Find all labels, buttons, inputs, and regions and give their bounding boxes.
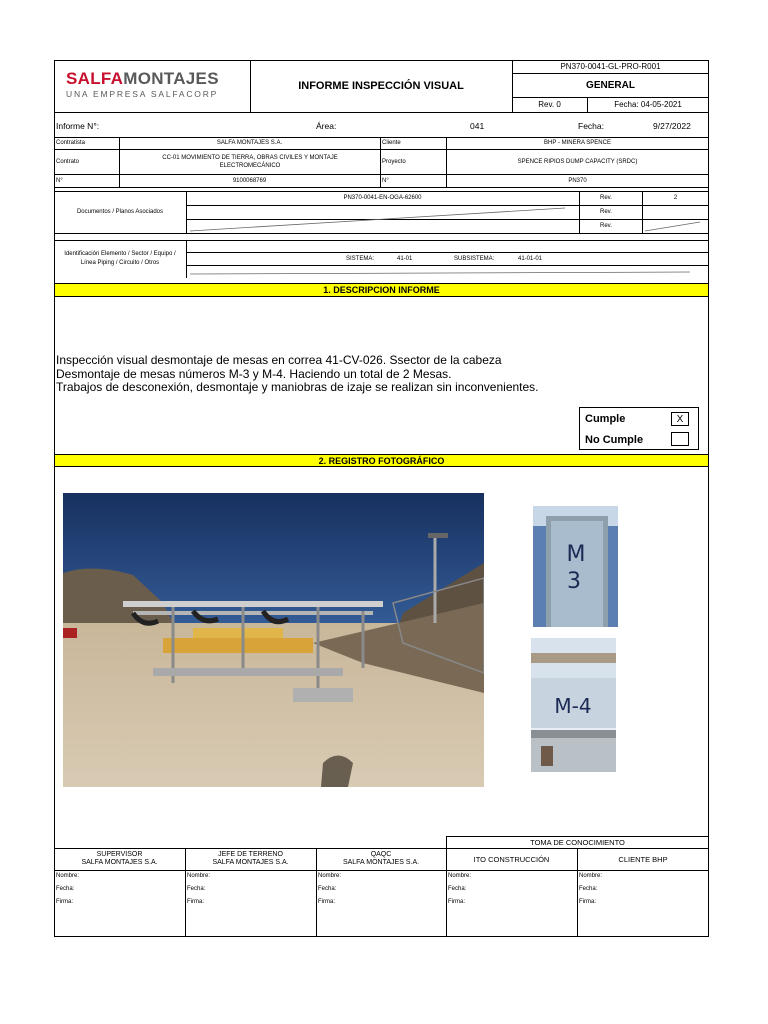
cliente-value: BHP - MINERA SPENCE	[544, 140, 611, 146]
sig4-firma: Firma:	[448, 899, 465, 905]
main-site-photo	[63, 493, 484, 787]
sig-col1-company: SALFA MONTAJES S.A.	[81, 859, 158, 866]
sig5-fecha: Fecha:	[579, 886, 598, 892]
description-line-3: Trabajos de desconexión, desmontaje y maniobras de izaje se realizan sin inconvenientes.	[56, 380, 539, 394]
sig-col3-company: SALFA MONTAJES S.A.	[342, 859, 420, 866]
sistema-value: 41-01	[397, 255, 413, 262]
sig3-fecha: Fecha:	[318, 886, 337, 892]
cumple-label: Cumple	[585, 413, 626, 425]
doc2-rev-label: Rev.	[600, 209, 612, 215]
sig-col5-header: CLIENTE BHP	[618, 854, 668, 864]
doc-category: GENERAL	[586, 79, 635, 91]
num-label: N°	[56, 177, 63, 184]
fecha-label: Fecha:	[578, 121, 604, 131]
sig1-nombre: Nombre:	[56, 873, 80, 879]
no-cumple-checkbox[interactable]	[671, 432, 689, 446]
logo-brand-b: MONTAJES	[123, 69, 219, 88]
doc-date: Fecha: 04-05-2021	[614, 100, 682, 109]
sig3-nombre: Nombre:	[318, 873, 342, 879]
doc-rev: Rev. 0	[538, 100, 561, 109]
logo-tagline: UNA EMPRESA SALFACORP	[66, 89, 219, 99]
sig2-fecha: Fecha:	[187, 886, 206, 892]
tag-m4-text: M-4	[554, 694, 592, 718]
tag-m3-text: M	[566, 542, 586, 567]
contratista-value: SALFA MONTAJES S.A.	[216, 140, 283, 146]
description-text	[56, 354, 696, 395]
sig5-firma: Firma:	[579, 899, 596, 905]
cliente-label: Cliente	[382, 140, 401, 146]
num-value: 9100068769	[232, 177, 267, 184]
photo-table-m3	[533, 506, 618, 627]
subsistema-label: SUBSISTEMA:	[454, 255, 495, 262]
area-value: 041	[470, 121, 485, 131]
sig-col2-role: JEFE DE TERRENO	[218, 851, 283, 858]
description-line-1: Inspección visual desmontaje de mesas en correa 41-CV-026. Ssector de la cabeza	[56, 353, 502, 367]
doc3-rev-label: Rev.	[600, 223, 612, 229]
sig-col4-header: ITO CONSTRUCCIÓN	[473, 854, 550, 864]
ident-label: Identificación Elemento / Sector / Equipo / Línea Piping / Circuito / Otros	[64, 251, 176, 266]
sig-col1-role: SUPERVISOR	[96, 851, 143, 858]
contrato-value: CC-01 MOVIMIENTO DE TIERRA, OBRAS CIVILES Y MONTAJE ELECTROMECÁNICO	[162, 154, 338, 169]
sig3-firma: Firma:	[318, 899, 335, 905]
contratista-label: Contratista	[56, 140, 86, 146]
photo-table-m4	[531, 638, 616, 772]
sig5-nombre: Nombre:	[579, 873, 603, 879]
proyecto-value: SPENCE RIPIOS DUMP CAPACITY (SRDC)	[517, 158, 638, 165]
cumple-checkbox[interactable]: X	[671, 412, 689, 426]
sig4-nombre: Nombre:	[448, 873, 472, 879]
sig2-firma: Firma:	[187, 899, 204, 905]
tag-m3-number: 3	[567, 569, 581, 594]
logo-brand-a: SALFA	[66, 69, 124, 88]
section1-title: 1. DESCRIPCION INFORME	[55, 284, 708, 297]
sig4-fecha: Fecha:	[448, 886, 467, 892]
sistema-label: SISTEMA:	[346, 255, 375, 262]
doc1-code: PN370-0041-EN-OGA-62600	[343, 195, 422, 201]
section2-title: 2. REGISTRO FOTOGRÁFICO	[55, 455, 708, 467]
doc-code: PN370-0041-GL-PRO-R001	[560, 62, 661, 71]
sig-col1-header	[54, 851, 185, 867]
description-line-2: Desmontaje de mesas números M-3 y M-4. Haciendo un total de 2 Mesas.	[56, 366, 452, 381]
doc1-rev-label: Rev.	[600, 195, 612, 201]
fecha-value: 9/27/2022	[653, 121, 691, 131]
sig-col2-header	[185, 851, 316, 867]
sig-col3-role: QAQC	[370, 851, 392, 858]
sig-col2-company: SALFA MONTAJES S.A.	[212, 859, 289, 866]
toma-conocimiento: TOMA DE CONOCIMIENTO	[530, 837, 625, 847]
sig1-fecha: Fecha:	[56, 886, 75, 892]
no-cumple-label: No Cumple	[585, 434, 644, 446]
docs-label: Documentos / Planos Asociados	[76, 209, 164, 215]
sig-col3-header	[316, 851, 446, 867]
area-label: Área:	[316, 121, 337, 131]
proyecto-label: Proyecto	[382, 158, 406, 165]
compliance-box	[579, 407, 699, 450]
sig1-firma: Firma:	[56, 899, 73, 905]
num2-label: N°	[382, 177, 389, 184]
subsistema-value: 41-01-01	[518, 255, 543, 262]
doc1-rev: 2	[673, 195, 678, 201]
num2-value: PN370	[568, 177, 587, 184]
contrato-label: Contrato	[56, 158, 80, 165]
sig2-nombre: Nombre:	[187, 873, 211, 879]
informe-label: Informe N°:	[56, 121, 100, 131]
report-title: INFORME INSPECCIÓN VISUAL	[298, 80, 464, 92]
